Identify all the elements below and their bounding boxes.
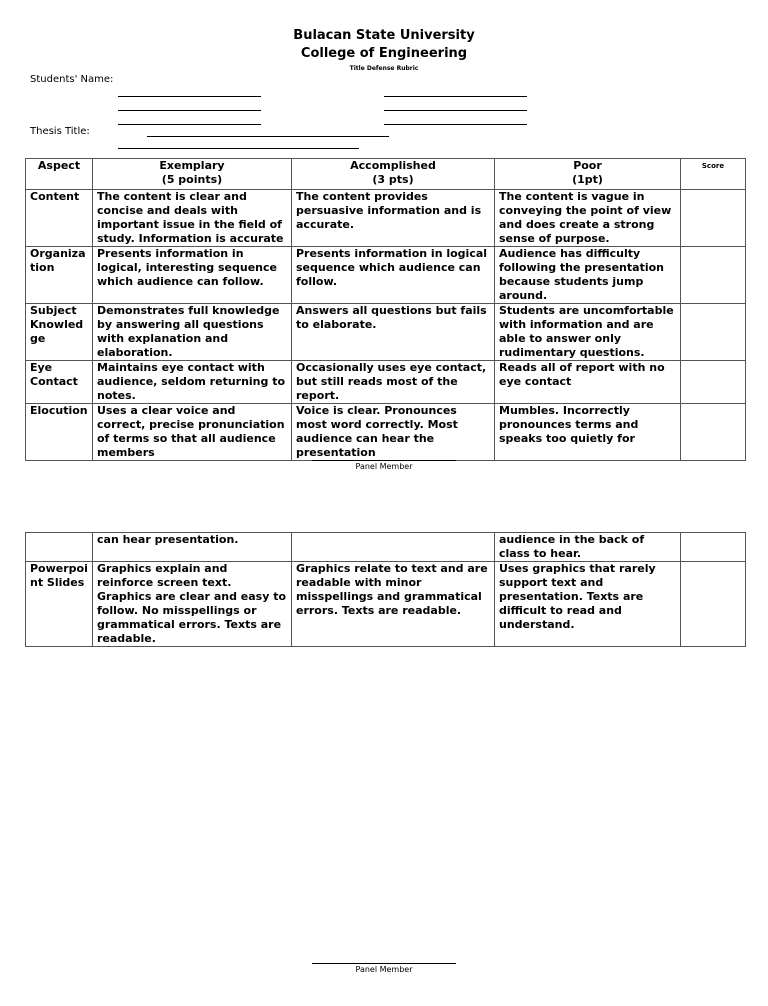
- aspect-cell: Eye Contact: [26, 361, 93, 404]
- accomplished-cell: Answers all questions but fails to elaborate.: [292, 304, 495, 361]
- accomplished-cell: Occasionally uses eye contact, but still reads most of the report.: [292, 361, 495, 404]
- table-row: [26, 190, 746, 247]
- table-row: [26, 361, 746, 404]
- students-name-label: Students' Name:: [30, 74, 114, 85]
- score-cell[interactable]: [681, 247, 746, 304]
- poor-cell: Uses graphics that rarely support text and presentation. Texts are difficult to read and understand.: [495, 562, 681, 647]
- table-row: [26, 304, 746, 361]
- aspect-cell: Subject Knowled ge: [26, 304, 93, 361]
- table-row: [26, 247, 746, 304]
- exemplary-cell: Demonstrates full knowledge by answering all questions with explanation and elaboration.: [93, 304, 292, 361]
- exemplary-cell: Maintains eye contact with audience, seldom returning to notes.: [93, 361, 292, 404]
- score-cell[interactable]: [681, 562, 746, 647]
- column-score: Score: [681, 159, 746, 190]
- aspect-cell: Powerpoi nt Slides: [26, 562, 93, 647]
- exemplary-cell: Presents information in logical, interesting sequence which audience can follow.: [93, 247, 292, 304]
- student-name-blank-3[interactable]: [118, 124, 261, 125]
- exemplary-cell: The content is clear and concise and deals with important issue in the field of study. Information is accurate: [93, 190, 292, 247]
- accomplished-cell: Voice is clear. Pronounces most word correctly. Most audience can hear the presentation: [292, 404, 495, 461]
- table-row: [26, 533, 746, 562]
- accomplished-cell: [292, 533, 495, 562]
- score-cell[interactable]: [681, 533, 746, 562]
- column-exemplary: Exemplary (5 points): [93, 159, 292, 190]
- header-row: [26, 159, 746, 190]
- accomplished-cell: Graphics relate to text and are readable with minor misspellings and grammatical errors. Texts are readable.: [292, 562, 495, 647]
- column-aspect: Aspect: [26, 159, 93, 190]
- panel-member-label-1: Panel Member: [355, 462, 413, 471]
- form-title: Title Defense Rubric: [349, 65, 419, 72]
- poor-cell: Students are uncomfortable with information and are able to answer only rudimentary questions.: [495, 304, 681, 361]
- signature-line-1[interactable]: [312, 460, 456, 461]
- student-name-blank-6[interactable]: [384, 124, 527, 125]
- signature-line-2[interactable]: [312, 963, 456, 964]
- aspect-cell: Organiza tion: [26, 247, 93, 304]
- rubric-table-page2: [25, 532, 746, 647]
- thesis-title-blank-1[interactable]: [147, 136, 389, 137]
- thesis-title-blank-2[interactable]: [118, 148, 359, 149]
- score-cell[interactable]: [681, 404, 746, 461]
- student-name-blank-2[interactable]: [118, 110, 261, 111]
- exemplary-cell: can hear presentation.: [93, 533, 292, 562]
- poor-cell: Reads all of report with no eye contact: [495, 361, 681, 404]
- poor-cell: audience in the back of class to hear.: [495, 533, 681, 562]
- poor-cell: Mumbles. Incorrectly pronounces terms and speaks too quietly for: [495, 404, 681, 461]
- table-row: [26, 562, 746, 647]
- college-name: College of Engineering: [300, 46, 468, 61]
- student-name-blank-4[interactable]: [384, 96, 527, 97]
- column-accomplished: Accomplished (3 pts): [292, 159, 495, 190]
- exemplary-cell: Uses a clear voice and correct, precise pronunciation of terms so that all audience members: [93, 404, 292, 461]
- poor-cell: The content is vague in conveying the point of view and does create a strong sense of purpose.: [495, 190, 681, 247]
- student-name-blank-1[interactable]: [118, 96, 261, 97]
- column-poor: Poor (1pt): [495, 159, 681, 190]
- score-cell[interactable]: [681, 361, 746, 404]
- poor-cell: Audience has difficulty following the presentation because students jump around.: [495, 247, 681, 304]
- accomplished-cell: The content provides persuasive information and is accurate.: [292, 190, 495, 247]
- aspect-cell: Content: [26, 190, 93, 247]
- exemplary-cell: Graphics explain and reinforce screen text. Graphics are clear and easy to follow. No misspellings or grammatical errors. Texts are readable.: [93, 562, 292, 647]
- student-name-blank-5[interactable]: [384, 110, 527, 111]
- rubric-table-page1: [25, 158, 746, 461]
- aspect-cell: [26, 533, 93, 562]
- university-name: Bulacan State University: [293, 28, 475, 43]
- accomplished-cell: Presents information in logical sequence which audience can follow.: [292, 247, 495, 304]
- score-cell[interactable]: [681, 304, 746, 361]
- score-cell[interactable]: [681, 190, 746, 247]
- thesis-title-label: Thesis Title:: [30, 126, 90, 137]
- aspect-cell: Elocution: [26, 404, 93, 461]
- panel-member-label-2: Panel Member: [355, 965, 413, 974]
- table-row: [26, 404, 746, 461]
